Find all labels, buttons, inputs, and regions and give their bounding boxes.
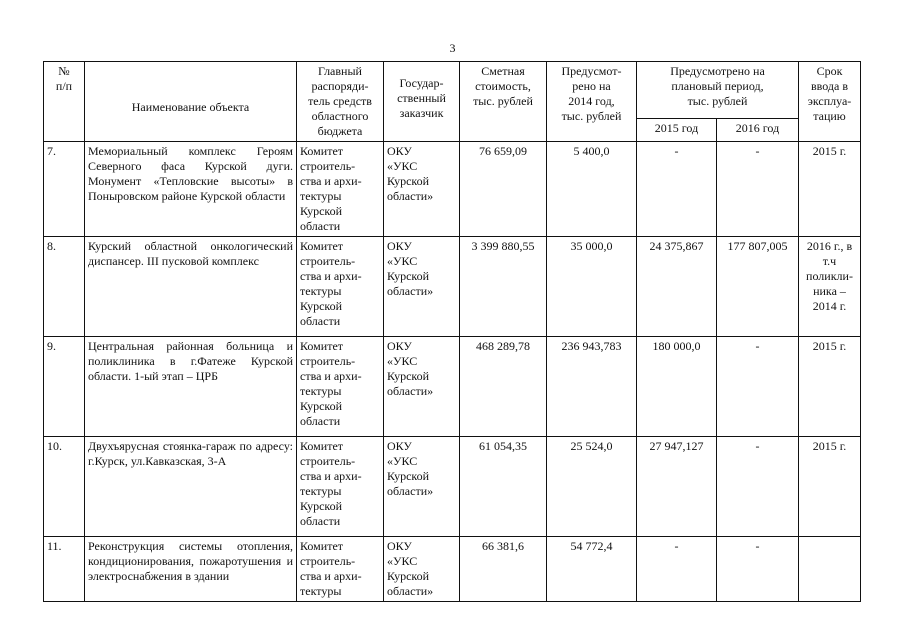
state-customer: ОКУ «УКС Курской области»	[384, 537, 460, 602]
table-row	[44, 337, 861, 437]
estimated-cost: 66 381,6	[460, 537, 547, 602]
budget-manager: Комитет строитель- ства и архи- тектуры Курской области	[297, 437, 384, 537]
header-2014: Предусмот- рено на 2014 год, тыс. рублей	[547, 62, 637, 142]
amount-2015: 27 947,127	[637, 437, 717, 537]
commissioning-term: 2015 г.	[799, 142, 861, 237]
row-number: 11.	[44, 537, 85, 602]
amount-2014: 54 772,4	[547, 537, 637, 602]
row-number: 7.	[44, 142, 85, 237]
state-customer: ОКУ «УКС Курской области»	[384, 337, 460, 437]
row-number: 9.	[44, 337, 85, 437]
object-name: Курский областной онкологический диспансер. III пусковой комплекс	[85, 237, 297, 337]
amount-2014: 25 524,0	[547, 437, 637, 537]
estimated-cost: 3 399 880,55	[460, 237, 547, 337]
header-manager: Главный распоряди- тель средств областного бюджета	[297, 62, 384, 142]
estimated-cost: 468 289,78	[460, 337, 547, 437]
amount-2016: -	[717, 437, 799, 537]
amount-2015: -	[637, 142, 717, 237]
amount-2015: 24 375,867	[637, 237, 717, 337]
commissioning-term: 2015 г.	[799, 337, 861, 437]
table-row	[44, 142, 861, 237]
budget-manager: Комитет строитель- ства и архи- тектуры Курской области	[297, 237, 384, 337]
object-name: Мемориальный комплекс Героям Северного фаса Курской дуги. Монумент «Тепловские высоты» в Поныровском районе Курской области	[85, 142, 297, 237]
commissioning-term: 2015 г.	[799, 437, 861, 537]
amount-2016: -	[717, 142, 799, 237]
state-customer: ОКУ «УКС Курской области»	[384, 437, 460, 537]
commissioning-term: 2016 г., в т.ч поликли- ника – 2014 г.	[799, 237, 861, 337]
estimated-cost: 61 054,35	[460, 437, 547, 537]
amount-2014: 5 400,0	[547, 142, 637, 237]
row-number: 8.	[44, 237, 85, 337]
header-plan-period: Предусмотрено на плановый период, тыс. рублей	[637, 62, 799, 119]
row-number: 10.	[44, 437, 85, 537]
object-name: Центральная районная больница и поликлиника в г.Фатеже Курской области. 1-ый этап – ЦРБ	[85, 337, 297, 437]
amount-2014: 236 943,783	[547, 337, 637, 437]
header-term: Срок ввода в эксплуа- тацию	[799, 62, 861, 142]
amount-2016: 177 807,005	[717, 237, 799, 337]
state-customer: ОКУ «УКС Курской области»	[384, 142, 460, 237]
amount-2015: 180 000,0	[637, 337, 717, 437]
budget-manager: Комитет строитель- ства и архи- тектуры	[297, 537, 384, 602]
header-2015: 2015 год	[637, 119, 717, 142]
objects-table	[43, 61, 861, 602]
header-2016: 2016 год	[717, 119, 799, 142]
header-name: Наименование объекта	[85, 62, 297, 142]
table-row	[44, 437, 861, 537]
object-name: Реконструкция системы отопления, кондиционирования, пожаротушения и электроснабжения в здании	[85, 537, 297, 602]
amount-2016: -	[717, 337, 799, 437]
table-row	[44, 537, 861, 602]
table-row	[44, 237, 861, 337]
amount-2014: 35 000,0	[547, 237, 637, 337]
estimated-cost: 76 659,09	[460, 142, 547, 237]
header-num: № п/п	[44, 62, 85, 142]
state-customer: ОКУ «УКС Курской области»	[384, 237, 460, 337]
commissioning-term	[799, 537, 861, 602]
object-name: Двухъярусная стоянка-гараж по адресу: г.Курск, ул.Кавказская, 3-А	[85, 437, 297, 537]
budget-manager: Комитет строитель- ства и архи- тектуры Курской области	[297, 142, 384, 237]
page-number: 3	[449, 41, 456, 55]
amount-2015: -	[637, 537, 717, 602]
budget-manager: Комитет строитель- ства и архи- тектуры Курской области	[297, 337, 384, 437]
header-customer: Государ- ственный заказчик	[384, 62, 460, 142]
header-cost: Сметная стоимость, тыс. рублей	[460, 62, 547, 142]
amount-2016: -	[717, 537, 799, 602]
header-row-top	[44, 62, 861, 119]
